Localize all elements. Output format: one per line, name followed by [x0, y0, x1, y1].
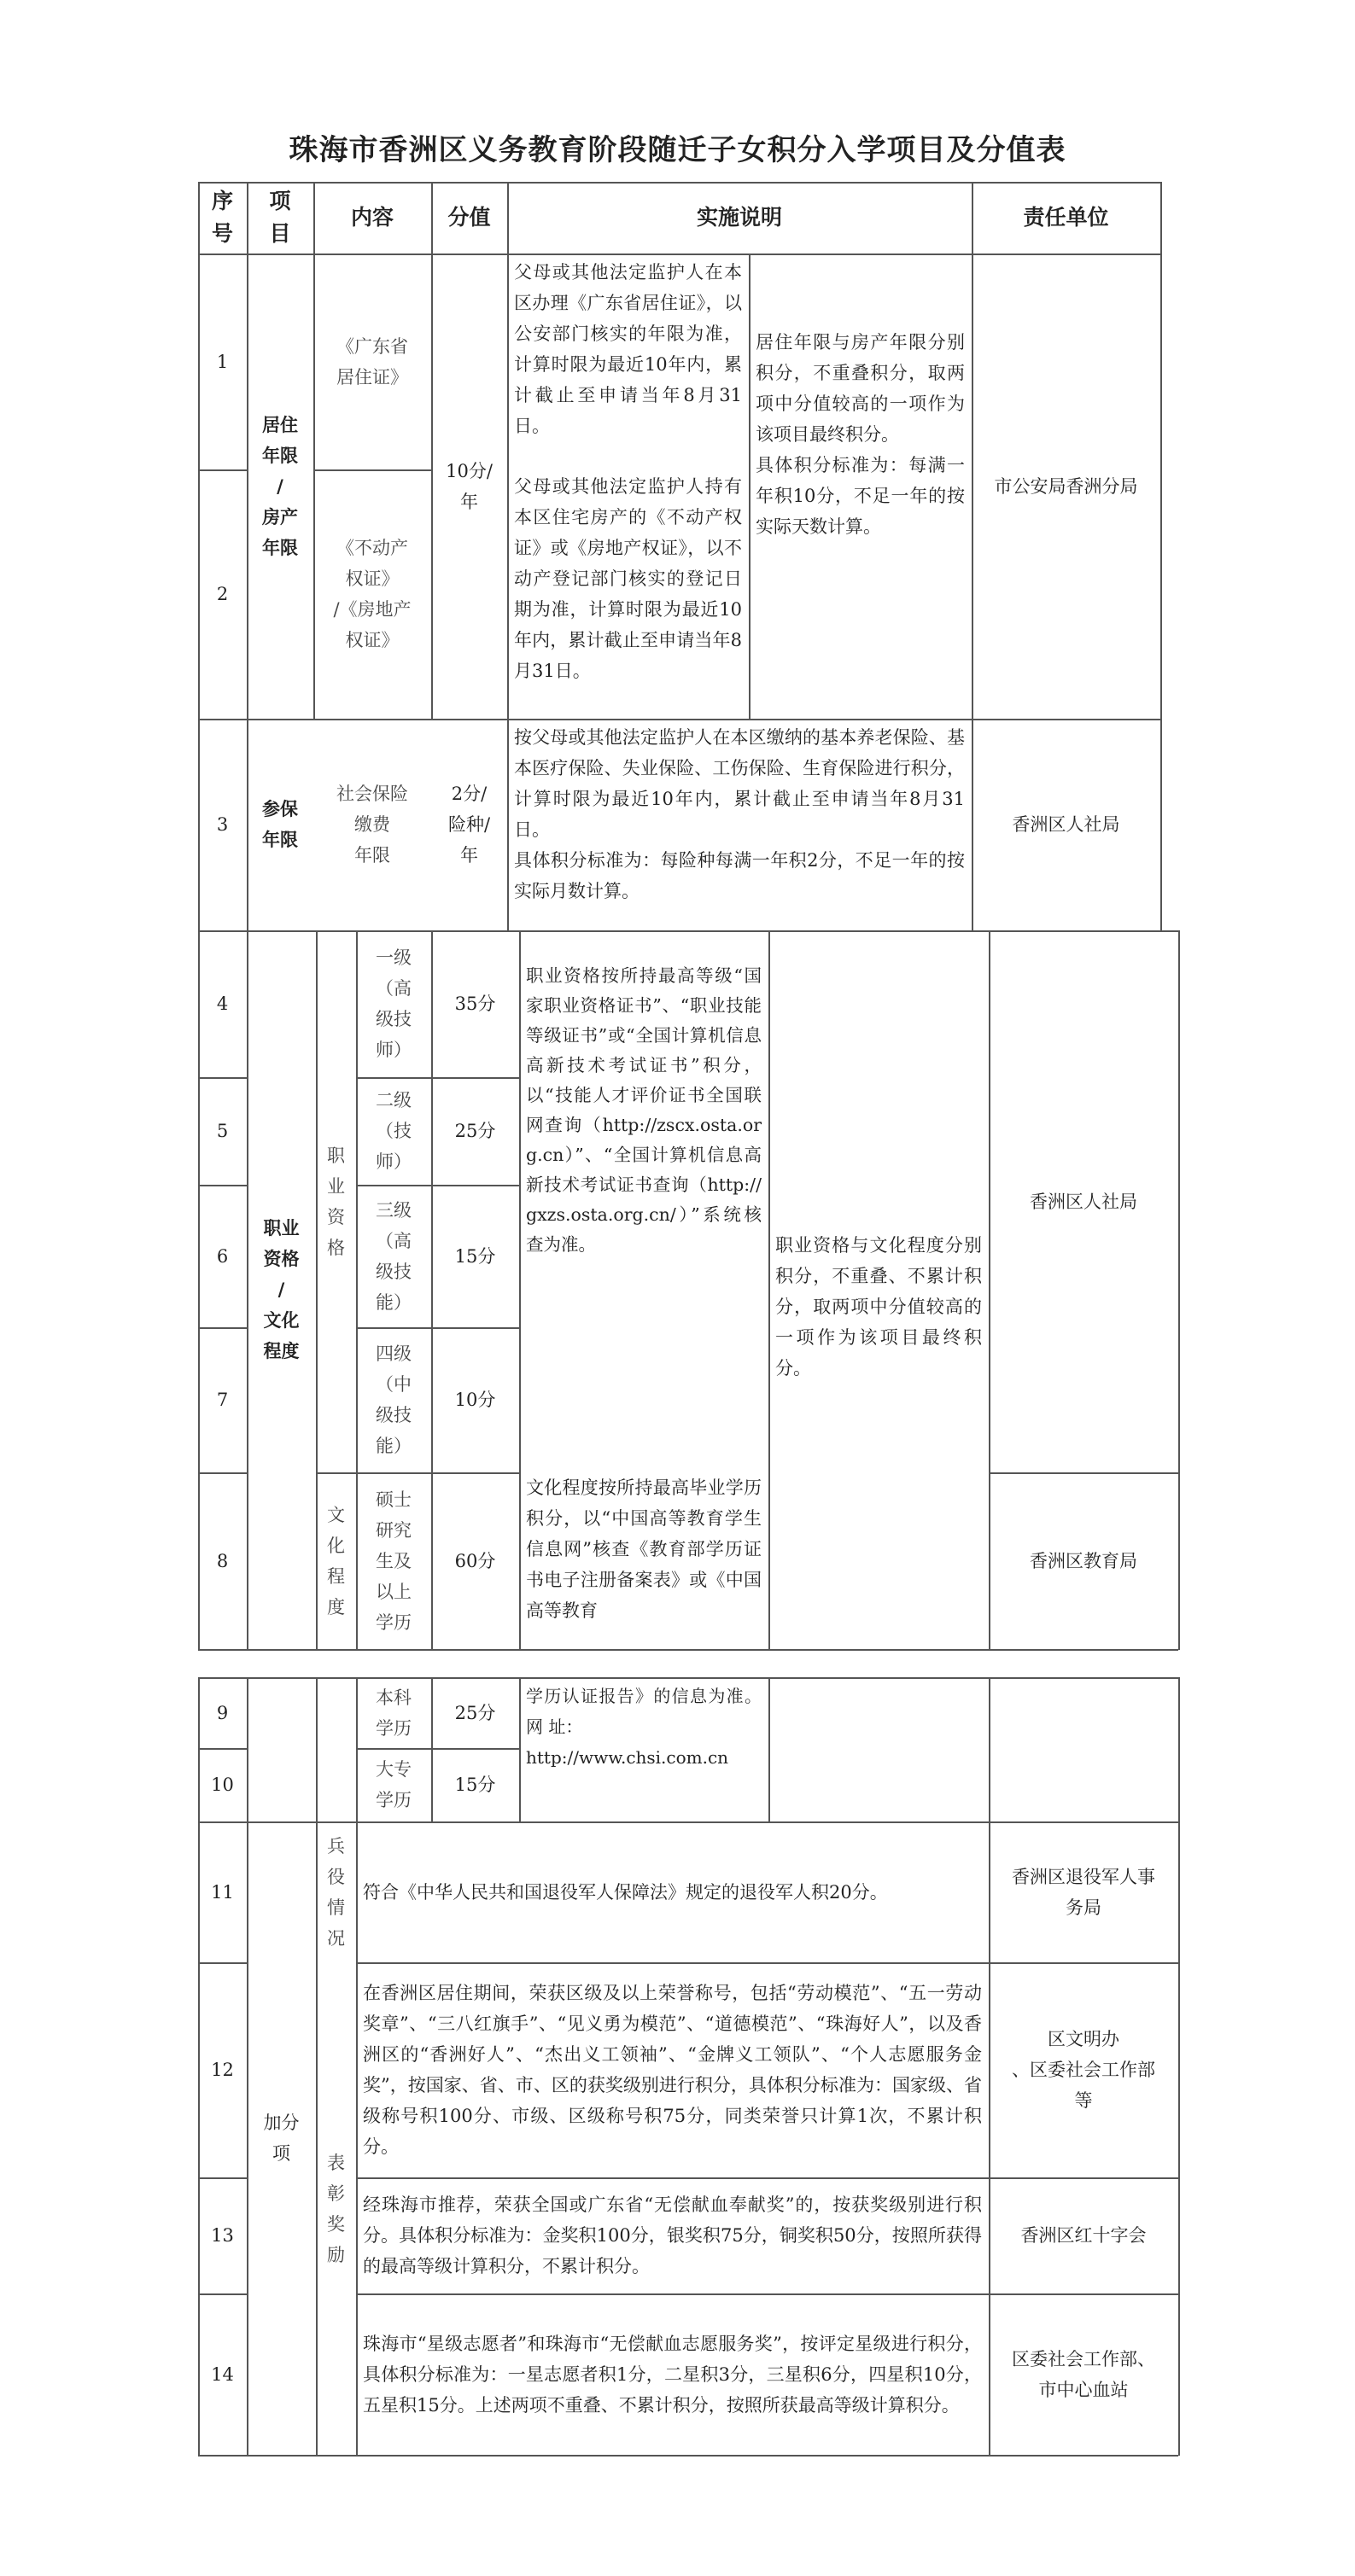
score-level-3: 15分: [454, 1245, 496, 1267]
row-number: 12: [211, 2060, 234, 2080]
unit-education-bureau: 香洲区教育局: [1030, 1550, 1137, 1571]
description-education: 文化程度按所持最高毕业学历积分，以“中国高等教育学生信息网”核查《教育部学历证书电子注册备案表》或《中国高等教育: [526, 1477, 762, 1621]
note-qualification: 职业资格与文化程度分别积分，不重叠、不累计积分，取两项中分值较高的一项作为该项目最终积分。: [775, 1235, 982, 1378]
score-master: 60分: [454, 1550, 496, 1571]
unit-hrss-vocational: 香洲区人社局: [1030, 1191, 1137, 1212]
header-content: 内容: [350, 205, 394, 230]
description-veteran: 符合《中华人民共和国退役军人保障法》规定的退役军人积20分。: [363, 1881, 888, 1903]
description-volunteer: 珠海市“星级志愿者”和珠海市“无偿献血志愿服务奖”，按评定星级进行积分，具体积分标准为：一星志愿者积1分，二星积3分，三星积6分，四星积10分，五星积15分。上述两项不重叠、不累计积分，按照所获最高等级计算积分。: [363, 2333, 982, 2416]
unit-public-security: 市公安局香洲分局: [994, 475, 1138, 497]
document-title: 珠海市香洲区义务教育阶段随迁子女积分入学项目及分值表: [289, 133, 1066, 167]
score-insurance: 2分/ 险种/ 年: [447, 784, 491, 865]
description-honors: 在香洲区居住期间，荣获区级及以上荣誉称号，包括“劳动模范”、“五一劳动奖章”、“三八红旗手”、“见义勇为模范”、“道德模范”、“珠海好人”，以及香洲区的“香洲好人”、“杰出义工领袖”、“金牌义工领队”、“个人志愿服务金奖”，按国家、省、市、区的获奖级别进行积分，具体积分标准为：国家级、省级称号积100分、市级、区级称号积75分，同类荣誉只计算1次，不累计积分。: [363, 1983, 982, 2157]
row-number: 2: [216, 584, 229, 604]
header-score: 分值: [447, 205, 491, 230]
content-bachelor: 本科 学历: [376, 1687, 412, 1739]
content-social-insurance: 社会保险 缴费 年限: [336, 784, 408, 865]
content-level-1: 一级 （高 级技 师）: [376, 947, 412, 1060]
unit-social-work: 区委社会工作部、 市中心血站: [1012, 2348, 1155, 2400]
content-residence-permit: 《广东省 居住证》: [336, 335, 408, 388]
content-level-2: 二级 （技 师）: [376, 1090, 412, 1172]
unit-hrss: 香洲区人社局: [1012, 814, 1120, 835]
sub-item-education: 文 化 程 度: [327, 1504, 345, 1617]
row-number: 6: [216, 1245, 229, 1267]
description-blood-donation: 经珠海市推荐，荣获全国或广东省“无偿献血奉献奖”的，按获奖级别进行积分。具体积分标准为：金奖积100分，银奖积75分，铜奖积50分，按照所获得的最高等级计算积分，不累计积分。: [363, 2194, 982, 2276]
score-college: 15分: [454, 1775, 496, 1795]
sub-item-award: 表 彰 奖 励: [327, 2152, 345, 2265]
row-number: 10: [211, 1775, 234, 1795]
unit-veterans-affairs: 香洲区退役军人事 务局: [1012, 1866, 1155, 1918]
row-number: 4: [216, 994, 229, 1014]
content-master: 硕士 研究 生及 以上 学历: [376, 1489, 412, 1633]
header-item: 项 目: [269, 189, 291, 246]
row-number: 9: [216, 1702, 229, 1723]
description-residence-permit: 父母或其他法定监护人在本区办理《广东省居住证》，以公安部门核实的年限为准，计算时限为最近10年内，累计截止至申请当年8月31日。: [514, 262, 742, 436]
description-insurance: 按父母或其他法定监护人在本区缴纳的基本养老保险、基本医疗保险、失业保险、工伤保险、生育保险进行积分，计算时限为最近10年内，累计截止至申请当年8月31日。 具体积分标准为：每险种每满一年积2分，不足一年的按实际月数计算。: [514, 727, 965, 901]
score-bachelor: 25分: [454, 1702, 496, 1723]
unit-civilization-office: 区文明办 、区委社会工作部 等: [1012, 2029, 1155, 2111]
note-residence: 居住年限与房产年限分别积分，不重叠积分，取两项中分值较高的一项作为该项目最终积分。 具体积分标准为：每满一年积10分，不足一年的按实际天数计算。: [756, 332, 965, 537]
item-residence: 居住 年限 / 房产 年限: [262, 414, 298, 558]
row-number: 8: [216, 1550, 229, 1571]
sub-item-military: 兵 役 情 况: [327, 1835, 345, 1949]
sub-item-vocational: 职 业 资 格: [327, 1145, 345, 1258]
item-insurance: 参保 年限: [262, 799, 298, 850]
item-bonus: 加分 项: [263, 2113, 300, 2164]
score-level-4: 10分: [454, 1390, 496, 1410]
description-property: 父母或其他法定监护人持有本区住宅房产的《不动产权证》或《房地产权证》，以不动产登记部门核实的登记日期为准，计算时限为最近10年内，累计截止至申请当年8月31日。: [514, 476, 742, 681]
unit-red-cross: 香洲区红十字会: [1020, 2225, 1147, 2246]
description-education-continued: 学历认证报告》的信息为准。 网 址： http://www.chsi.com.cn: [526, 1686, 762, 1768]
row-number: 13: [211, 2225, 234, 2246]
row-number: 7: [216, 1390, 229, 1410]
content-level-3: 三级 （高 级技 能）: [376, 1199, 412, 1313]
header-description: 实施说明: [696, 205, 782, 230]
row-number: 5: [216, 1121, 229, 1141]
score-level-2: 25分: [454, 1121, 496, 1141]
header-seq: 序 号: [211, 189, 233, 246]
row-number: 3: [216, 814, 229, 835]
item-qualification: 职业 资格 / 文化 程度: [263, 1218, 300, 1361]
content-property-certificate: 《不动产 权证》 /《房地产 权证》: [333, 538, 412, 650]
score-residence: 10分/ 年: [446, 460, 493, 512]
description-vocational: 职业资格按所持最高等级“国家职业资格证书”、“职业技能等级证书”或“全国计算机信息高新技术考试证书”积分，以“技能人才评价证书全国联网查询（http://zscx.osta.org.cn）”、“全国计算机信息高新技术考试证书查询（http://gxzs.osta.org.cn/）”系统核查为准。: [526, 965, 762, 1255]
row-number: 14: [211, 2363, 234, 2385]
row-number: 1: [216, 351, 229, 372]
content-level-4: 四级 （中 级技 能）: [376, 1343, 412, 1456]
row-number: 11: [211, 1881, 234, 1903]
score-level-1: 35分: [454, 994, 496, 1014]
header-unit: 责任单位: [1023, 205, 1109, 230]
content-college: 大专 学历: [376, 1759, 412, 1810]
